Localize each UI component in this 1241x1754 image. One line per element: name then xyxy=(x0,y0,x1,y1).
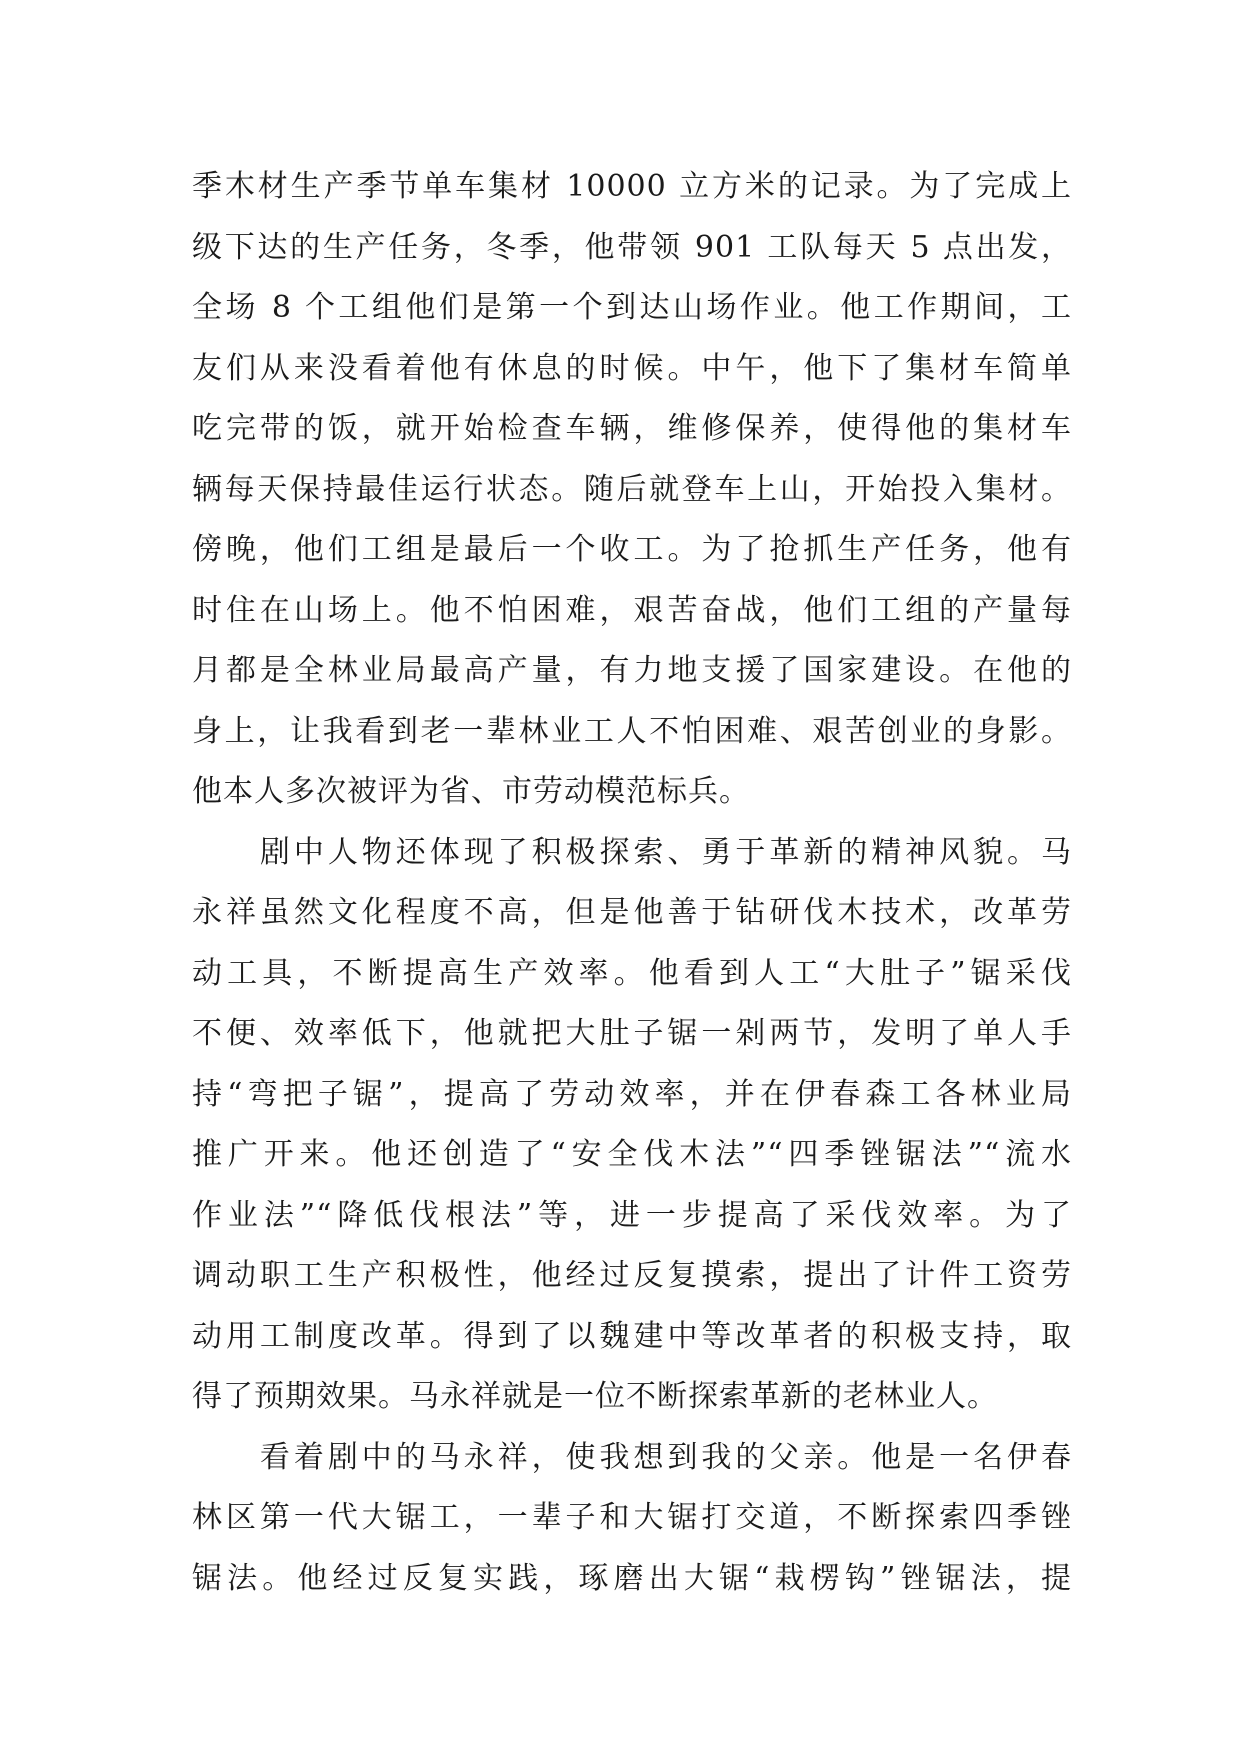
text-line-9: 月都是全林业局最高产量，有力地支援了国家建设。在他的 xyxy=(192,653,1072,688)
text-line-21: 得了预期效果。马永祥就是一位不断探索革新的老林业人。 xyxy=(192,1379,998,1414)
text-line-18: 作业法”“降低伐根法”等，进一步提高了采伐效率。为了 xyxy=(192,1197,1072,1233)
text-line-11: 他本人多次被评为省、市劳动模范标兵。 xyxy=(192,774,750,809)
document-body xyxy=(192,157,1072,1609)
text-line-3: 全场 8 个工组他们是第一个到达山场作业。他工作期间，工 xyxy=(192,290,1072,325)
text-line-12: 剧中人物还体现了积极探索、勇于革新的精神风貌。马 xyxy=(192,834,1072,870)
text-line-7: 傍晚，他们工组是最后一个收工。为了抢抓生产任务，他有 xyxy=(192,532,1072,567)
text-line-15: 不便、效率低下，他就把大肚子锯一剁两节，发明了单人手 xyxy=(192,1016,1072,1051)
text-line-16: 持“弯把子锯”，提高了劳动效率，并在伊春森工各林业局 xyxy=(192,1076,1072,1112)
text-line-6: 辆每天保持最佳运行状态。随后就登车上山，开始投入集材。 xyxy=(192,471,1072,507)
text-line-5: 吃完带的饭，就开始检查车辆，维修保养，使得他的集材车 xyxy=(192,411,1072,446)
text-line-24: 锯法。他经过反复实践，琢磨出大锯“栽楞钩”锉锯法，提 xyxy=(192,1560,1072,1596)
text-line-23: 林区第一代大锯工，一辈子和大锯打交道，不断探索四季锉 xyxy=(192,1500,1072,1535)
text-line-8: 时住在山场上。他不怕困难，艰苦奋战，他们工组的产量每 xyxy=(192,592,1072,628)
text-line-13: 永祥虽然文化程度不高，但是他善于钻研伐木技术，改革劳 xyxy=(192,895,1072,930)
text-line-17: 推广开来。他还创造了“安全伐木法”“四季锉锯法”“流水 xyxy=(192,1137,1072,1172)
text-line-1: 季木材生产季节单车集材 10000 立方米的记录。为了完成上 xyxy=(192,169,1072,204)
text-line-20: 动用工制度改革。得到了以魏建中等改革者的积极支持，取 xyxy=(192,1318,1072,1354)
text-line-14: 动工具，不断提高生产效率。他看到人工“大肚子”锯采伐 xyxy=(192,955,1072,991)
text-line-22: 看着剧中的马永祥，使我想到我的父亲。他是一名伊春 xyxy=(192,1439,1072,1475)
text-line-2: 级下达的生产任务，冬季，他带领 901 工队每天 5 点出发， xyxy=(192,229,1072,265)
text-line-19: 调动职工生产积极性，他经过反复摸索，提出了计件工资劳 xyxy=(192,1258,1072,1293)
text-line-4: 友们从来没看着他有休息的时候。中午，他下了集材车简单 xyxy=(192,350,1072,386)
text-line-10: 身上，让我看到老一辈林业工人不怕困难、艰苦创业的身影。 xyxy=(192,713,1072,749)
